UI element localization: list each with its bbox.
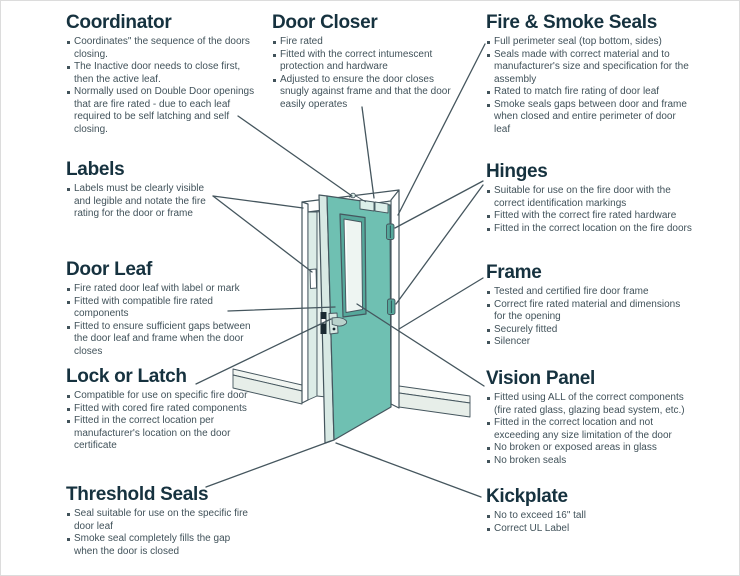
section-hinges <box>486 161 692 235</box>
bullet-item: Suitable for use on the fire door with the correct identification markings <box>486 185 692 210</box>
bullet-item: Fitted with the correct intumescent protection and hardware <box>272 49 460 74</box>
bullet-item: Securely fitted <box>486 324 692 337</box>
section-door-leaf <box>66 259 258 358</box>
callout-frame <box>399 278 483 329</box>
bullet-item: Fire rated <box>272 36 460 49</box>
frame-left-jamb <box>302 202 308 403</box>
section-bullets <box>486 185 692 235</box>
bullet-item: Correct fire rated material and dimensions for the opening <box>486 299 692 324</box>
section-bullets <box>66 390 266 453</box>
section-title: Labels <box>66 159 125 180</box>
callout-door-closer <box>362 107 374 198</box>
bullet-item: Fitted with cored fire rated components <box>66 403 266 416</box>
bullet-item: Fitted with compatible fire rated components <box>66 296 258 321</box>
section-title: Fire & Smoke Seals <box>486 12 657 33</box>
section-bullets <box>486 286 692 349</box>
section-vision-panel <box>486 368 698 467</box>
section-title: Lock or Latch <box>66 366 187 387</box>
bullet-item: No broken seals <box>486 455 698 468</box>
frame-left-reveal <box>308 212 317 400</box>
bullet-item: Smoke seals gaps between door and frame when closed and entire perimeter of door leaf <box>486 99 692 137</box>
callout-kickplate <box>336 443 481 497</box>
bullet-item: Fitted using ALL of the correct components (fire rated glass, glazing bead system, etc.) <box>486 392 698 417</box>
bullet-item: The Inactive door needs to close first, then the active leaf. <box>66 61 258 86</box>
section-title: Door Leaf <box>66 259 152 280</box>
section-bullets <box>66 36 258 136</box>
bullet-item: Compatible for use on specific fire door <box>66 390 266 403</box>
section-bullets <box>66 283 258 358</box>
door-closer-box <box>375 202 388 213</box>
section-door-closer <box>272 12 460 111</box>
bullet-item: Adjusted to ensure the door closes snugly against frame and that the door easily operates <box>272 74 460 112</box>
bullet-item: Seal suitable for use on the specific fire door leaf <box>66 508 256 533</box>
section-title: Hinges <box>486 161 548 182</box>
door-closer-body <box>360 200 374 211</box>
section-title: Coordinator <box>66 12 172 33</box>
bullet-item: Correct UL Label <box>486 523 692 536</box>
bullet-item: Fitted in the correct location on the fire doors <box>486 223 692 236</box>
bullet-item: Coordinates" the sequence of the doors closing. <box>66 36 258 61</box>
bullet-item: Smoke seal completely fills the gap when the door is closed <box>66 533 256 558</box>
bullet-item: Rated to match fire rating of door leaf <box>486 86 692 99</box>
section-threshold-seals <box>66 484 256 558</box>
bullet-item: No to exceed 16" tall <box>486 510 692 523</box>
bullet-item: Normally used on Double Door openings that are fire rated - due to each leaf required to be self latching and self closing. <box>66 86 258 136</box>
section-title: Frame <box>486 262 542 283</box>
section-kickplate <box>486 486 692 535</box>
bullet-item: Fitted in the correct location and not exceeding any size limitation of the door <box>486 417 698 442</box>
section-frame <box>486 262 692 349</box>
bullet-item: Silencer <box>486 336 692 349</box>
section-fire-smoke-seals <box>486 12 692 136</box>
section-bullets <box>272 36 460 111</box>
bullet-item: Seals made with correct material and to manufacturer's size and specification for the assembly <box>486 49 692 87</box>
section-labels <box>66 159 220 221</box>
section-bullets <box>486 392 698 467</box>
section-lock-or-latch <box>66 366 266 453</box>
bullet-item: Full perimeter seal (top bottom, sides) <box>486 36 692 49</box>
callout-hinge-top <box>395 181 483 228</box>
bullet-item: Fitted to ensure sufficient gaps between the door leaf and frame when the door closes <box>66 321 258 359</box>
section-title: Door Closer <box>272 12 378 33</box>
section-bullets <box>66 508 256 558</box>
section-bullets <box>66 183 220 221</box>
section-bullets <box>486 510 692 535</box>
section-bullets <box>486 36 692 136</box>
section-title: Threshold Seals <box>66 484 209 505</box>
bullet-item: No broken or exposed areas in glass <box>486 442 698 455</box>
keyhole <box>333 328 336 331</box>
bullet-item: Tested and certified fire door frame <box>486 286 692 299</box>
bullet-item: Fitted in the correct location per manufacturer's location on the door certificate <box>66 415 266 453</box>
lever-handle <box>332 318 347 326</box>
section-title: Vision Panel <box>486 368 596 389</box>
bullet-item: Labels must be clearly visible and legible and notate the fire rating for the door or frame <box>66 183 220 221</box>
section-coordinator <box>66 12 258 136</box>
section-title: Kickplate <box>486 486 568 507</box>
bullet-item: Fitted with the correct fire rated hardware <box>486 210 692 223</box>
bullet-item: Fire rated door leaf with label or mark <box>66 283 258 296</box>
